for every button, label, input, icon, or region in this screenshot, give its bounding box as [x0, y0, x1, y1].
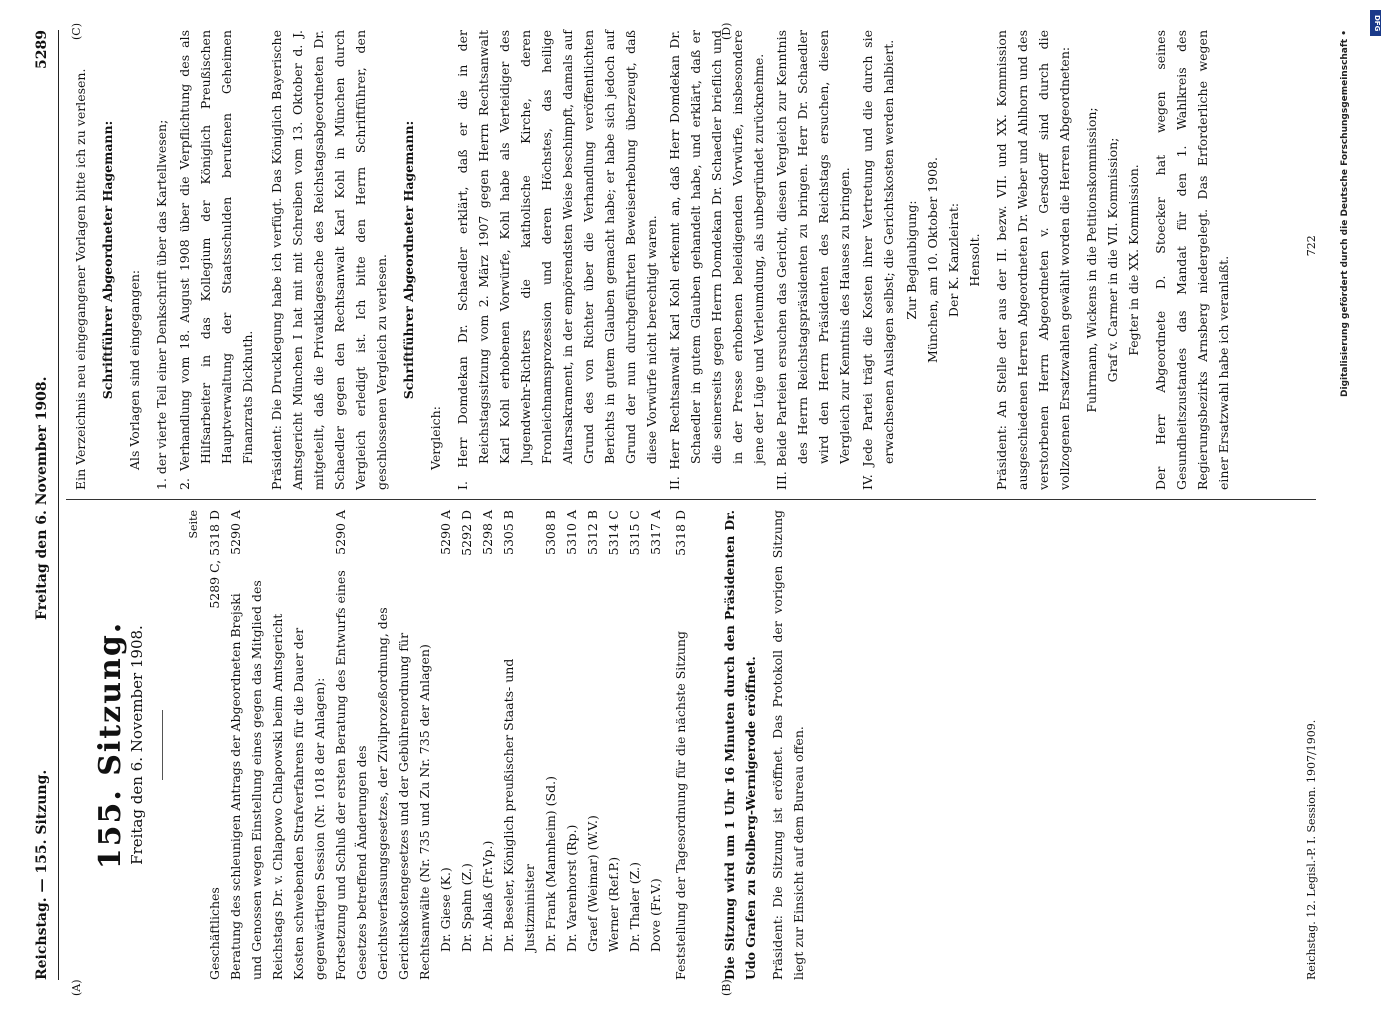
- speaker-page: 5314 C: [606, 510, 621, 556]
- session-title: 155. Sitzung.: [93, 620, 128, 870]
- toc-page: 5290 A: [228, 510, 243, 555]
- toc-page: 5318 D: [673, 510, 688, 556]
- speaker-page: 5308 B: [543, 510, 558, 555]
- vorlage-item: 2. Verhandlung vom 18. August 1908 über die Verpflichtung des als Hilfsarbeiter in das Kollegium der Königlich Preußischen Hauptverwaltung der Staatsschulden berufenen Geheimen Finanzrats Dickhuth.: [177, 30, 255, 490]
- footer-right: 722: [1305, 235, 1318, 257]
- toc-text: Beratung des schleunigen Antrags der Abgeordneten Brejski und Genossen wegen Einstellung eines gegen das Mitglied des Reichstags Dr. v. Chlapowo Chlapowski beim Amtsgericht Kosten schwebenden Strafverfahrens für die Dauer der gegenwärtigen Session (Nr. 1018 der Anlagen):: [228, 580, 327, 980]
- kanzlist: Der K. Kanzleirat:: [946, 202, 961, 318]
- toc-text: Geschäftliches: [207, 887, 222, 980]
- vergleich-item: IV. Jede Partei trägt die Kosten ihrer Vertretung und die durch sie erwachsenen Auslagen selbst; die Gerichtskosten werden halbiert.: [860, 30, 896, 490]
- session-date: Freitag den 6. November 1908.: [128, 625, 146, 865]
- speaker-name: Graef (Weimar) (W.V.): [585, 815, 600, 952]
- speaker-name: Dr. Ablaß (Fr.Vp.): [480, 840, 495, 952]
- right-column: [70, 30, 1240, 490]
- stoecker-statement: Der Herr Abgeordnete D. Stoecker hat wegen seines Gesundheitszustandes das Mandat für den 1. Wahlkreis des Regierungsbezirks Arnsberg niedergelegt. Das Erforderliche wegen einer Ersatzwahl habe ich veranlaßt.: [1153, 30, 1231, 490]
- schriftfuehrer-heading: Schriftführer Abgeordneter Hagemann:: [401, 120, 416, 400]
- wahl-item: Fegter in die XX. Kommission.: [1126, 164, 1141, 356]
- wahl-item: Fuhrmann, Wickens in die Petitionskommission;: [1084, 107, 1099, 413]
- toc-row: [670, 510, 691, 980]
- seite-label: Seite: [187, 510, 200, 539]
- speaker-name: Werner (Ref.P.): [606, 856, 621, 952]
- wahl-item: Graf v. Carmer in die VII. Kommission;: [1105, 137, 1120, 383]
- opening-text: Die Sitzung wird um 1 Uhr 16 Minuten durch den Präsidenten Dr. Udo Grafen zu Stolberg-Wernigerode eröffnet.: [722, 510, 758, 980]
- dfg-text: Digitalisierung gefördert durch die Deutsche Forschungsgemeinschaft •: [1340, 30, 1350, 397]
- vergleich-label: Vergleich:: [428, 406, 443, 470]
- vorlagen-intro: Als Vorlagen sind eingegangen:: [127, 269, 142, 470]
- ort-datum: München, am 10. Oktober 1908.: [925, 157, 940, 363]
- right-intro: Ein Verzeichnis neu eingegangener Vorlagen bitte ich zu verlesen.: [73, 68, 88, 490]
- header-center: Freitag den 6. November 1908.: [34, 376, 50, 620]
- speaker-row: [540, 510, 561, 980]
- speaker-row: [561, 510, 582, 980]
- vergleich-item: III. Beide Parteien ersuchen das Gericht, diesen Vergleich zur Kenntnis des Herrn Reichstagspräsidenten zu bringen. Herr Dr. Schaedler wird den Herrn Präsidenten des Reichstags ersuchen, diesen Vergleich zur Kenntnis des Hauses zu bringen.: [774, 30, 852, 490]
- beglaubigung: Zur Beglaubigung:: [904, 200, 919, 320]
- toc-row: [204, 510, 225, 980]
- footer-left: Reichstag. 12. Legisl.-P. I. Session. 1907/1909.: [1305, 719, 1318, 980]
- sheet-content: [30, 22, 1330, 996]
- president-statement: Präsident: Die Drucklegung habe ich verfügt. Das Königlich Bayerische Amtsgericht München I hat mit mit Schreiben vom 13. Oktober d. J. mitgeteilt, daß die Privatklagesache des Reichstagsabgeordneten Dr. Schaedler gegen den Rechtsanwalt Karl Kohl in München durch Vergleich erledigt ist. Ich bitte den Herrn Schriftführer, den geschlossenen Vergleich zu verlesen.: [269, 30, 389, 490]
- running-header: [30, 30, 59, 980]
- speaker-page: 5310 A: [564, 510, 579, 555]
- speaker-row: [435, 510, 456, 980]
- margin-letter-d: (D): [720, 22, 733, 40]
- toc-row: [225, 510, 330, 980]
- speaker-page: 5315 C: [627, 510, 642, 556]
- toc-page: 5290 A: [333, 510, 348, 555]
- speaker-page: 5292 D: [459, 510, 474, 556]
- speaker-row: [582, 510, 603, 980]
- margin-letter-a: (A): [70, 979, 83, 996]
- margin-letter-c: (C): [70, 23, 83, 40]
- toc-text: Fortsetzung und Schluß der ersten Beratung des Entwurfs eines Gesetzes betreffend Änderungen des Gerichtsverfassungsgesetzes, der Zivilprozeßordnung, des Gerichtskostengesetzes und der Gebührenordnung für Rechtsanwälte (Nr. 735 und Zu Nr. 735 der Anlagen): [333, 570, 432, 980]
- dfg-credit: [1340, 10, 1372, 990]
- speaker-row: [603, 510, 624, 980]
- left-column: [70, 510, 815, 980]
- speaker-name: Dr. Giese (K.): [438, 867, 453, 952]
- column-divider: [66, 499, 1316, 500]
- speaker-row: [456, 510, 477, 980]
- speaker-page: 5312 B: [585, 510, 600, 555]
- speaker-name: Dr. Frank (Mannheim) (Sd.): [543, 776, 558, 952]
- speaker-page: 5305 B: [501, 510, 516, 555]
- dfg-logo: DFG: [1370, 10, 1381, 36]
- speaker-row: [645, 510, 666, 980]
- speaker-name: Dr. Varenhorst (Rp.): [564, 824, 579, 952]
- president-statement: Präsident: An Stelle der aus der II. bezw. VII. und XX. Kommission ausgeschiedenen Herren Abgeordneten Dr. Weber und Ahlhorn und des verstorbenen Herrn Abgeordneten v. Gersdorff sind durch die vollzogenen Ersatzwahlen gewählt worden die Herren Abgeordneten:: [994, 30, 1072, 490]
- speaker-row: [477, 510, 498, 980]
- toc-text: Feststellung der Tagesordnung für die nächste Sitzung: [673, 631, 688, 980]
- kanzlist-name: Hensolt.: [967, 233, 982, 287]
- margin-letter-b: (B): [720, 979, 733, 996]
- speaker-row: [498, 510, 540, 980]
- speaker-name: Dr. Spahn (Z.): [459, 863, 474, 952]
- speaker-row: [624, 510, 645, 980]
- speaker-page: 5290 A: [438, 510, 453, 555]
- speaker-page: 5317 A: [648, 510, 663, 555]
- speaker-name: Dr. Thaler (Z.): [627, 862, 642, 952]
- speaker-name: Dr. Beseler, Königlich preußischer Staats- und Justizminister: [501, 658, 537, 952]
- speaker-name: Dove (Fr.V.): [648, 878, 663, 952]
- schriftfuehrer-heading: Schriftführer Abgeordneter Hagemann:: [100, 120, 115, 400]
- page-number: 5289: [34, 30, 50, 69]
- page-footer: [1305, 235, 1318, 980]
- president-statement: Präsident: Die Sitzung ist eröffnet. Das Protokoll der vorigen Sitzung liegt zur Einsicht auf dem Bureau offen.: [770, 510, 806, 980]
- vorlage-item: 1. der vierte Teil einer Denkschrift über das Kartellwesen;: [154, 119, 169, 490]
- header-left: Reichstag. — 155. Sitzung.: [34, 769, 50, 980]
- toc-page: 5289 C, 5318 D: [207, 510, 222, 609]
- speaker-page: 5298 A: [480, 510, 495, 555]
- vergleich-item: I. Herr Domdekan Dr. Schaedler erklärt, daß er die in der Reichstagssitzung vom 2. März 1907 gegen Herrn Rechtsanwalt Karl Kohl erhobenen Vorwürfe, Kohl habe als Verteidiger des Jugendwehr-Richters die katholische Kirche, deren Fronleichnamsprozession und deren Höchstes, das heilige Altarsakrament, in der empörendsten Weise beschimpft, damals auf Grund des von Richter über die Verhandlung veröffentlichten Berichts in gutem Glauben gemacht habe; er habe sich jedoch auf Grund der nun durchgeführten Beweiserhebung überzeugt, daß diese Vorwürfe nicht berechtigt waren.: [455, 30, 659, 490]
- short-rule: [162, 710, 163, 780]
- toc-row: [330, 510, 435, 980]
- vergleich-item: II. Herr Rechtsanwalt Karl Kohl erkennt an, daß Herr Domdekan Dr. Schaedler in gutem Glauben gehandelt habe, und erklärt, daß er die seinerseits gegen Herrn Domdekan Dr. Schaedler brieflich und in der Presse erhobenen beleidigenden Vorwürfe, insbesondere jene der Lüge und Verleumdung, als unbegründet zurücknehme.: [667, 30, 766, 490]
